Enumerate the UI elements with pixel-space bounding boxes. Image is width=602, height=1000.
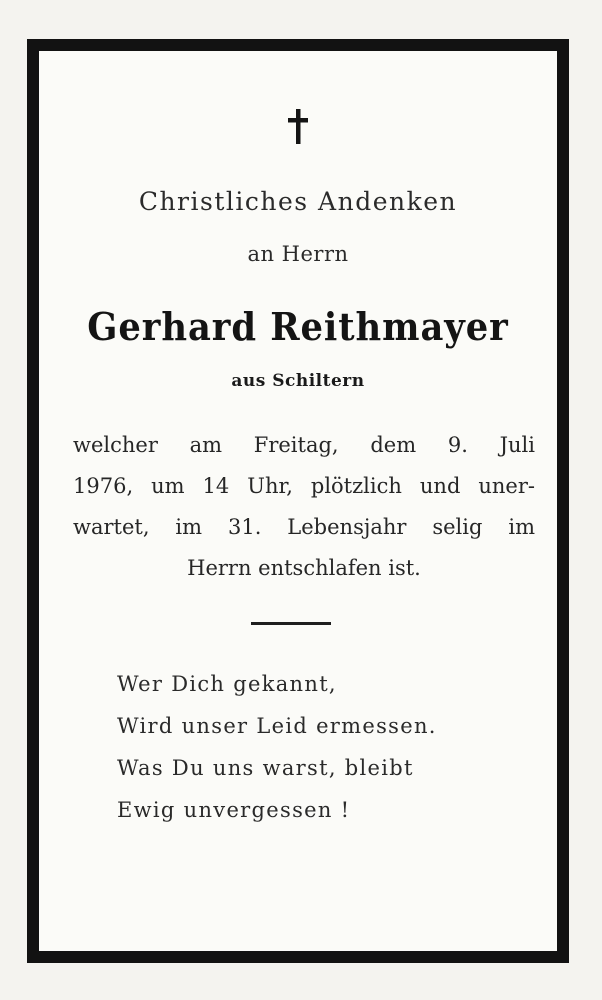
deceased-name: Gerhard Reithmayer (87, 304, 509, 349)
notice-line: 1976, um 14 Uhr, plötzlich und uner- (73, 474, 535, 498)
salutation: an Herrn (247, 242, 349, 266)
death-notice (73, 425, 535, 589)
divider-line (251, 622, 331, 625)
latin-cross-icon (287, 107, 309, 147)
verse-line: Wer Dich gekannt, (117, 672, 337, 696)
verse-line: Was Du uns warst, bleibt (117, 756, 414, 780)
memorial-verse (117, 663, 437, 831)
notice-line: Herrn entschlafen ist. (187, 556, 421, 580)
memorial-card (27, 39, 569, 963)
card-heading: Christliches Andenken (138, 187, 458, 216)
verse-line: Ewig unvergessen ! (117, 798, 351, 822)
verse-line: Wird unser Leid ermessen. (117, 714, 437, 738)
notice-line: welcher am Freitag, dem 9. Juli (73, 433, 535, 457)
notice-line: wartet, im 31. Lebensjahr selig im (73, 515, 535, 539)
origin-place: aus Schiltern (231, 371, 365, 391)
cross-icon (39, 107, 557, 151)
